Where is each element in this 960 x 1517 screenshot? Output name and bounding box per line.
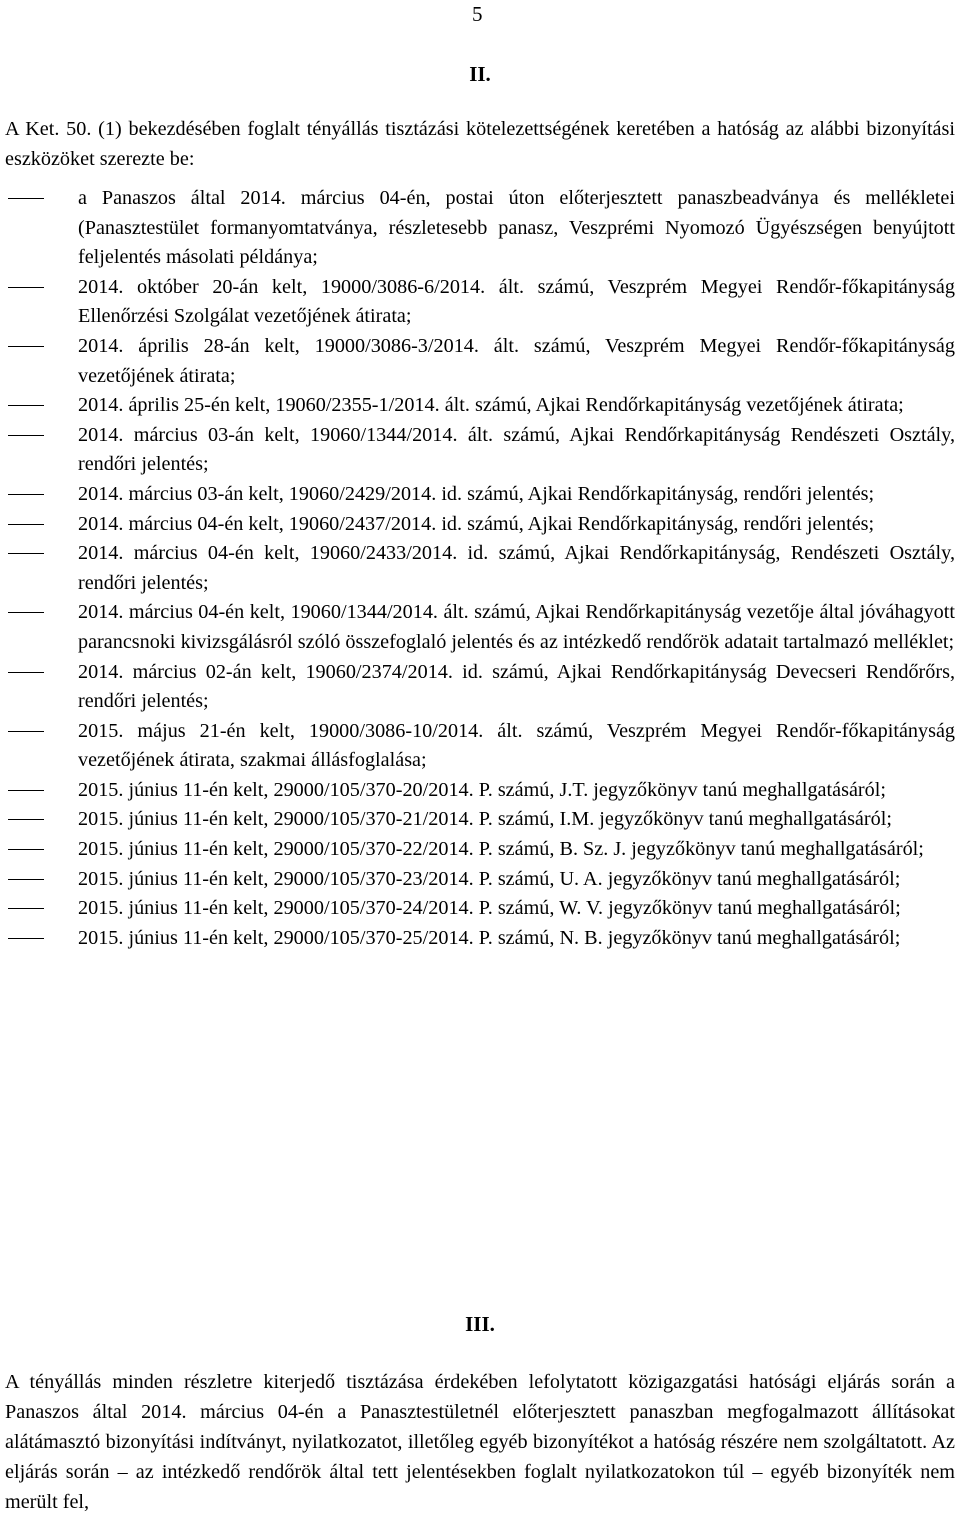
dash-bullet-icon (8, 849, 44, 850)
evidence-item (0, 539, 955, 598)
dash-bullet-icon (8, 612, 44, 613)
evidence-item-text: 2014. március 04-én kelt, 19060/2437/2014. id. számú, Ajkai Rendőrkapitányság, rendőri jelentés; (78, 512, 875, 535)
evidence-list (0, 184, 955, 953)
intro-paragraph: A Ket. 50. (1) bekezdésében foglalt tényállás tisztázási kötelezettségének keretében a hatóság az alábbi bizonyítási eszközöket szerezte be: (5, 118, 955, 170)
evidence-item-text: 2014. március 03-án kelt, 19060/1344/2014. ált. számú, Ajkai Rendőrkapitányság Rendészeti Osztály, rendőri jelentés; (78, 423, 955, 476)
evidence-item (0, 658, 955, 717)
evidence-item (0, 598, 955, 657)
evidence-item-text: 2014. március 03-án kelt, 19060/2429/2014. id. számú, Ajkai Rendőrkapitányság, rendőri jelentés; (78, 482, 875, 505)
evidence-item-text: 2014. március 02-án kelt, 19060/2374/2014. id. számú, Ajkai Rendőrkapitányság Devecseri Rendőrőrs, rendőri jelentés; (78, 660, 955, 713)
page-number: 5 (472, 2, 483, 26)
dash-bullet-icon (8, 938, 44, 939)
dash-bullet-icon (8, 731, 44, 732)
dash-bullet-icon (8, 287, 44, 288)
evidence-item-text: 2015. június 11-én kelt, 29000/105/370-20/2014. P. számú, J.T. jegyzőkönyv tanú meghallgatásáról; (78, 778, 886, 801)
section-heading-iii: III. (465, 1312, 495, 1336)
dash-bullet-icon (8, 553, 44, 554)
dash-bullet-icon (8, 908, 44, 909)
evidence-item-text: 2015. június 11-én kelt, 29000/105/370-23/2014. P. számú, U. A. jegyzőkönyv tanú meghallgatásáról; (78, 867, 901, 890)
dash-bullet-icon (8, 879, 44, 880)
dash-bullet-icon (8, 346, 44, 347)
evidence-item (0, 805, 955, 835)
dash-bullet-icon (8, 819, 44, 820)
dash-bullet-icon (8, 435, 44, 436)
dash-bullet-icon (8, 494, 44, 495)
evidence-item-text: 2015. május 21-én kelt, 19000/3086-10/2014. ált. számú, Veszprém Megyei Rendőr-főkapitányság vezetőjének átirata, szakmai állásfoglalása; (78, 719, 955, 772)
evidence-item (0, 717, 955, 776)
evidence-item (0, 510, 955, 540)
dash-bullet-icon (8, 405, 44, 406)
evidence-item-text: 2015. június 11-én kelt, 29000/105/370-25/2014. P. számú, N. B. jegyzőkönyv tanú meghallgatásáról; (78, 926, 901, 949)
evidence-item-text: 2015. június 11-én kelt, 29000/105/370-24/2014. P. számú, W. V. jegyzőkönyv tanú meghallgatásáról; (78, 897, 901, 920)
evidence-item (0, 421, 955, 480)
dash-bullet-icon (8, 672, 44, 673)
evidence-item (0, 184, 955, 273)
closing-paragraph: A tényállás minden részletre kiterjedő tisztázása érdekében lefolytatott közigazgatási hatósági eljárás során a Panaszos által 2014. március 04-én a Panasztestületnél előterjesztett panaszban megfogalmazott állításokat alátámasztó bizonyítási indítványt, nyilatkozatot, illetőleg egyéb bizonyítékot a hatóság részére nem szolgáltatott. Az eljárás során – az intézkedő rendőrök által tett jelentésekben foglalt nyilatkozatokon túl – egyéb bizonyíték nem merült fel, (5, 1371, 955, 1513)
evidence-item-text: 2014. március 04-én kelt, 19060/2433/2014. id. számú, Ajkai Rendőrkapitányság, Rendészeti Osztály, rendőri jelentés; (78, 542, 955, 594)
evidence-item (0, 391, 955, 421)
dash-bullet-icon (8, 790, 44, 791)
evidence-item (0, 480, 955, 510)
evidence-item-text: 2014. április 25-én kelt, 19060/2355-1/2014. ált. számú, Ajkai Rendőrkapitányság vezetőjének átirata; (78, 394, 904, 417)
evidence-item (0, 894, 955, 924)
evidence-item (0, 865, 955, 895)
dash-bullet-icon (8, 198, 44, 199)
evidence-item-text: a Panaszos által 2014. március 04-én, postai úton előterjesztett panaszbeadványa és mellékletei (Panasztestület formanyomtatványa, részletesebb panasz, Veszprémi Nyomozó Ügyészségen benyújtott feljelentés másolati példánya; (78, 187, 955, 269)
evidence-item-text: 2014. október 20-án kelt, 19000/3086-6/2014. ált. számú, Veszprém Megyei Rendőr-főkapitányság Ellenőrzési Szolgálat vezetőjének átirata; (78, 275, 955, 328)
evidence-item-text: 2015. június 11-én kelt, 29000/105/370-21/2014. P. számú, I.M. jegyzőkönyv tanú meghallgatásáról; (78, 808, 892, 831)
evidence-item-text: 2015. június 11-én kelt, 29000/105/370-22/2014. P. számú, B. Sz. J. jegyzőkönyv tanú meghallgatásáról; (78, 838, 924, 861)
dash-bullet-icon (8, 524, 44, 525)
evidence-item (0, 776, 955, 806)
evidence-item (0, 835, 955, 865)
evidence-item-text: 2014. március 04-én kelt, 19060/1344/2014. ált. számú, Ajkai Rendőrkapitányság vezetője által jóváhagyott parancsnoki kivizsgálásról szóló összefoglaló jelentés és az intézkedő rendőrök adatait tartalmazó melléklet; (78, 601, 955, 653)
evidence-item (0, 924, 955, 954)
evidence-item-text: 2014. április 28-án kelt, 19000/3086-3/2014. ált. számú, Veszprém Megyei Rendőr-főkapitányság vezetőjének átirata; (78, 334, 955, 387)
evidence-item (0, 332, 955, 391)
evidence-item (0, 273, 955, 332)
section-heading-ii: II. (469, 62, 491, 86)
